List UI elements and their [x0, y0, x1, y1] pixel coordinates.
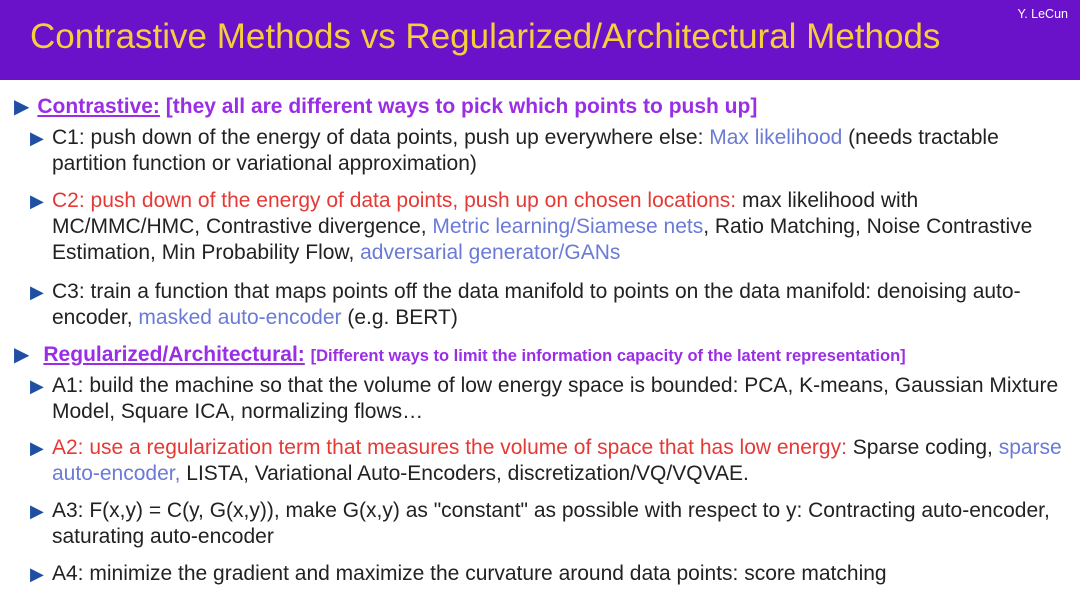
section-contrastive-heading: Contrastive:: [37, 95, 160, 118]
item-c3: [30, 279, 1066, 331]
section-contrastive-description: [they all are different ways to pick which points to push up]: [165, 95, 758, 118]
item-a3: [30, 498, 1066, 550]
item-a2-sparse-ae: sparse auto-encoder,: [52, 436, 1062, 485]
bullet-arrow-icon: ▶: [30, 282, 44, 302]
bullet-arrow-icon: ▶: [14, 344, 30, 366]
item-a2-text: Sparse coding,: [846, 436, 999, 459]
section-regularized-heading: Regularized/Architectural:: [43, 343, 305, 366]
slide-body: [0, 80, 1080, 605]
item-c2-gans: adversarial generator/GANs: [360, 241, 621, 264]
item-c2-highlight: C2: push down of the energy of data points, push up on chosen locations:: [52, 189, 737, 212]
bullet-arrow-icon: ▶: [30, 376, 44, 396]
section-regularized: [14, 342, 1072, 367]
item-c2-metric-learning: Metric learning/Siamese nets: [432, 215, 704, 238]
bullet-arrow-icon: ▶: [30, 128, 44, 148]
item-c3-rest: (e.g. BERT): [341, 306, 458, 329]
section-regularized-description: [Different ways to limit the information capacity of the latent representation]: [310, 347, 906, 365]
item-a4: [30, 561, 1066, 587]
item-a2: [30, 435, 1066, 487]
item-a1-text: A1: build the machine so that the volume of low energy space is bounded: PCA, K-means, Gaussian Mixture Model, Square ICA, normalizing flows…: [52, 374, 1059, 423]
item-c1-rest: (needs tractable partition function or variational approximation): [52, 126, 999, 175]
item-c1-text: C1: push down of the energy of data points, push up everywhere else:: [52, 126, 710, 149]
item-c1-highlight: Max likelihood: [709, 126, 843, 149]
item-c2-text: max likelihood with MC/MMC/HMC, Contrastive divergence,: [52, 189, 919, 238]
bullet-arrow-icon: ▶: [30, 191, 44, 211]
item-c2: [30, 188, 1066, 266]
item-a2-highlight: A2: use a regularization term that measures the volume of space that has low energy:: [52, 436, 847, 459]
bullet-arrow-icon: ▶: [14, 96, 30, 118]
item-c3-text: C3: train a function that maps points off the data manifold to points on the data manifold: denoising auto-encoder,: [52, 280, 1021, 329]
item-c1: [30, 125, 1066, 177]
item-a1: [30, 373, 1066, 425]
bullet-arrow-icon: ▶: [30, 438, 44, 458]
item-c3-highlight: masked auto-encoder: [138, 306, 342, 329]
item-a3-text: A3: F(x,y) = C(y, G(x,y)), make G(x,y) as "constant" as possible with respect to y: Contracting auto-encoder, saturating auto-encoder: [52, 499, 1050, 548]
section-contrastive: [14, 94, 1072, 119]
bullet-arrow-icon: ▶: [30, 501, 44, 521]
bullet-arrow-icon: ▶: [30, 564, 44, 584]
slide-header: [0, 0, 1080, 80]
author-credit: Y. LeCun: [1017, 7, 1068, 21]
item-a4-text: A4: minimize the gradient and maximize the curvature around data points: score matching: [52, 562, 887, 585]
item-c2-text-2: , Ratio Matching, Noise Contrastive Estimation, Min Probability Flow,: [52, 215, 1033, 264]
slide-title: Contrastive Methods vs Regularized/Architectural Methods: [30, 17, 941, 56]
item-a2-rest: LISTA, Variational Auto-Encoders, discretization/VQ/VQVAE.: [180, 462, 749, 485]
